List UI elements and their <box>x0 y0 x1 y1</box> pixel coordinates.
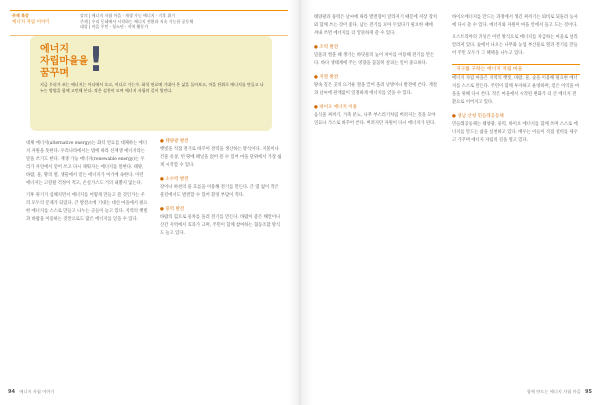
exclamation-mark: ! <box>88 40 104 80</box>
running-title: 에너지 자립 이야기 <box>19 389 55 394</box>
hero-title-line: 에너지 <box>40 44 69 55</box>
paragraph: 태양광과 풍력은 날씨에 따라 발전량이 달라지기 때문에 저장 장치와 함께 쓰는 것이 좋다. 남는 전기를 모아 두었다가 필요한 때에 꺼내 쓰면 에너지를 더 알뜰하게 쓸 수 있다. <box>314 15 437 36</box>
right-folio <box>527 389 592 395</box>
paragraph: 음식물 찌꺼기, 가축 분뇨, 나무 부스러기처럼 버려지는 것을 모아 연료나 가스로 바꾸어 쓴다. 버려지던 자원이 다시 에너지가 된다. <box>314 113 436 126</box>
hero-intro: 지금 우리가 쓰는 에너지는 어디에서 오고, 어디로 가는가. 화석 연료에 기대어 온 삶을 돌아보고, 마을 단위로 에너지를 만들고 나누는 방법을 함께 고민해 본다. 작은 실천이 모여 에너지 자립의 길이 열린다. <box>40 82 264 93</box>
left-folio <box>8 389 54 395</box>
paragraph: 민들레공동체는 태양광, 풍력, 바이오 에너지를 함께 쓰며 스스로 에너지를 만드는 삶을 실천하고 있다. 배우는 이들이 직접 설비를 세우고 가꾸며 에너지 자립의 길을 열고 있다. <box>452 122 578 143</box>
body-column-2 <box>160 138 282 238</box>
page-number: 95 <box>585 389 592 395</box>
header-info <box>80 13 285 30</box>
paragraph: 바람의 힘으로 풍차를 돌려 전기를 만든다. 바람이 좋은 해안이나 산간 지역에서 효과가 크며, 주민이 함께 참여하는 협동조합 방식도 늘고 있다. <box>160 215 281 236</box>
subheading: ● 조력 발전 <box>314 45 339 50</box>
right-page <box>300 0 600 405</box>
header-line: 주제 | 우리 동네에서 시작하는 에너지 전환과 지속 가능한 공동체 <box>80 18 194 24</box>
hero-title-line: 꿈꾸며 <box>40 68 69 79</box>
section-sub: 에너지 자립 이야기 <box>12 20 50 25</box>
paragraph: 땅속 깊은 곳의 뜨거운 열을 끌어 올려 난방이나 발전에 쓴다. 계절과 날씨에 관계없이 일정하게 에너지를 얻을 수 있다. <box>314 83 437 96</box>
header-line: 대상 | 마을 주민 · 청소년 · 지역 활동가 <box>80 24 149 29</box>
subheading: ● 풍력 발전 <box>160 207 185 212</box>
hero-title-line: 자립마을을 <box>40 56 89 67</box>
body-column-1 <box>26 140 148 224</box>
paragraph: 오스트리아의 귀싱은 이런 방식으로 에너지를 자급하는 마을로 널리 알려져 있다. 숲에서 나오는 나무와 농업 부산물로 열과 전기를 만들어 주민 모두가 그 혜택을 나누고 있다. <box>452 35 578 56</box>
subheading: ● 경남 산청 민들레공동체 <box>452 114 504 119</box>
body-column-3 <box>314 14 438 128</box>
page-number: 94 <box>8 389 15 395</box>
running-title: 함께 만드는 에너지 자립 마을 <box>526 389 581 394</box>
subheading: ● 바이오 에너지 이용 <box>314 105 357 110</box>
paragraph: 에너지 자립 마을은 지역의 햇빛, 바람, 물, 숲을 이용해 필요한 에너지를 스스로 만든다. 주민이 함께 투자하고 운영하며, 얻은 이익을 마을을 위해 다시 쓴다. 작은 마을에서 시작된 변화가 더 큰 에너지 전환으로 이어지고 있다. <box>452 76 580 105</box>
subheading: ● 소수력 발전 <box>160 177 189 182</box>
paragraph: 기후 위기가 심해지면서 에너지를 어떻게 만들고 쓸 것인가는 우리 모두의 문제가 되었다. 큰 발전소에 기대는 대신 마을에서 필요한 에너지를 스스로 만들고 나누는 곳들이 늘고 있다. 지역의 햇빛과 바람을 이용하는 것만으로도 많은 에너지를 얻을 수 있다. <box>26 193 148 222</box>
subheading: ● 태양광 발전 <box>160 139 189 144</box>
body-column-4 <box>452 14 580 145</box>
subheading: ● 지열 발전 <box>314 75 339 80</box>
paragraph: 밀물과 썰물 때 생기는 바닷물의 높이 차이를 이용해 전기를 만든다. 바다 생태계에 주는 영향을 꼼꼼히 살피는 일이 중요하다. <box>314 53 435 66</box>
paragraph: 강이나 하천의 물 흐름을 이용해 전기를 만든다. 큰 댐 없이 작은 물길에서도 발전할 수 있어 환경 부담이 적다. <box>160 185 279 198</box>
paragraph: 대체 에너지(alternative energy)는 화석 연료를 대체하는 에너지 자원을 뜻한다. 우리나라에서는 법에 따라 신재생 에너지라는 말을 쓰기도 한다. 재생 가능 에너지(renewable energy)는 우리가 자연에서 얻어 쓰고 다시 채워지는 에너지를 말한다. 태양, 바람, 물, 땅의 열, 생물에서 얻는 에너지가 여기에 속한다. 이런 에너지는 고갈될 걱정이 적고, 온실가스도 거의 내뿜지 않는다. <box>26 141 147 186</box>
header-line: 강의 | 에너지 자립 마을 · 재생 가능 에너지 · 기후 위기 <box>80 13 176 18</box>
lecture-header <box>10 10 288 36</box>
paragraph: 햇빛을 직접 전기로 바꾸어 전력을 생산하는 방식이다. 지붕이나 건물 옥상, 빈 땅에 패널을 얹어 쓸 수 있어 마을 단위에서 가장 쉽게 시작할 수 있다. <box>160 147 282 168</box>
section-label: 주제 특강 <box>12 13 29 18</box>
boxed-heading: 지구를 구하는 에너지 자립 마을 <box>452 64 580 75</box>
paragraph: 바이오에너지를 만드는 과정에서 생긴 찌꺼기는 퇴비로 되돌려 농사에 다시 쓸 수 있다. 에너지와 자원이 마을 안에서 돌고 도는 것이다. <box>452 15 578 28</box>
